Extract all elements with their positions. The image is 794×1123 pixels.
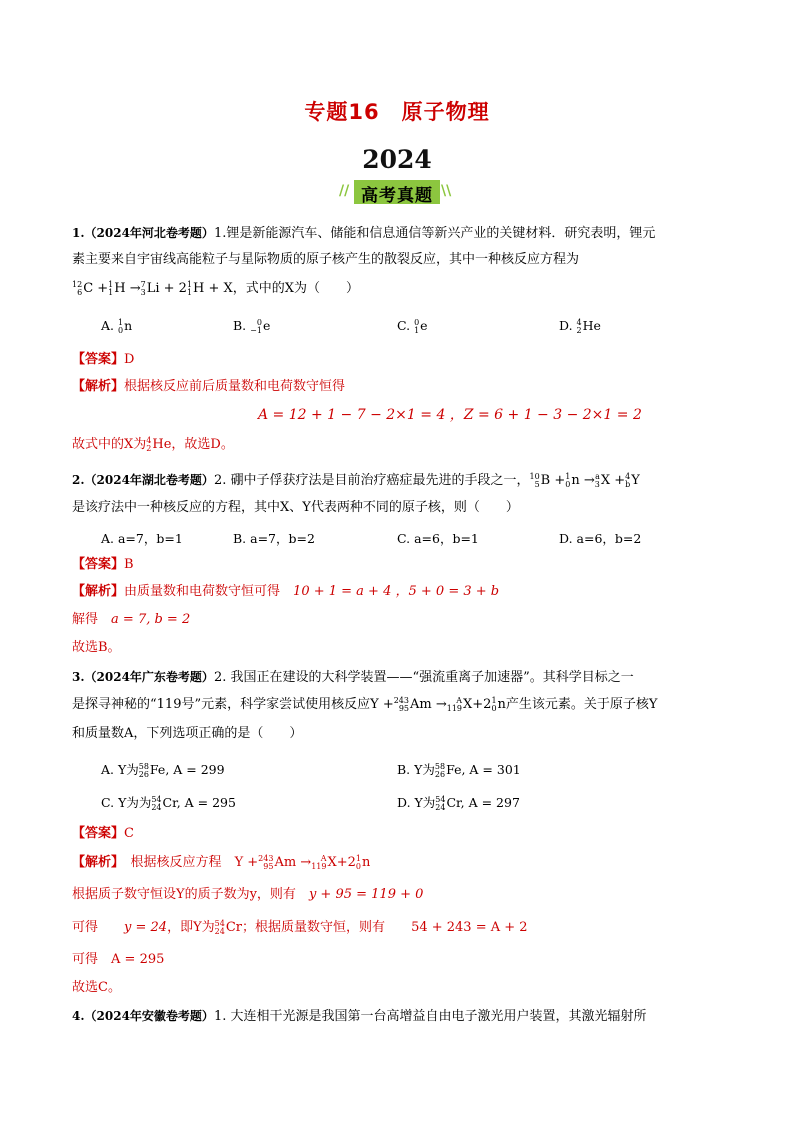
q1-equation-line bbox=[72, 280, 732, 298]
q1-option-d[interactable]: D. 4 2 He bbox=[559, 317, 601, 335]
q3-conclusion: 故选C。 bbox=[72, 980, 121, 995]
q3-line1: 3.（2024年广东卷考题）2. 我国正在建设的大科学装置——“强流重离子加速器”。其科学目标之一 bbox=[72, 670, 634, 685]
q1-reaction: 12 6 C + 1 1 H → 7 3 Li + 2 1 1 H + X bbox=[72, 279, 233, 297]
q1-analysis: 【解析】根据核反应前后质量数和电荷数守恒得 bbox=[72, 379, 346, 394]
q1-line2: 素主要来自宇宙线高能粒子与星际物质的原子核产生的散裂反应，其中一种核反应方程为 bbox=[72, 252, 580, 267]
q3-analysis: 【解析】 根据核反应方程 Y + 243 95 Am → A 119 X+2 1 0 n bbox=[72, 853, 371, 871]
q3-option-d[interactable]: D. Y为 54 24 Cr, A = 297 bbox=[397, 794, 520, 812]
section-banner bbox=[337, 180, 457, 204]
q2-option-c[interactable]: C. a=6，b=1 bbox=[397, 531, 479, 546]
q1-eq-tail: ，式中的X为（ ） bbox=[232, 281, 360, 296]
q3-option-a[interactable]: A. Y为 58 26 Fe, A = 299 bbox=[101, 761, 225, 779]
q2-analysis: 【解析】由质量数和电荷数守恒可得 10 + 1 = a + 4 ，5 + 0 = 3 + b bbox=[72, 584, 500, 599]
q1-text1: 1.锂是新能源汽车、储能和信息通信等新兴产业的关键材料．研究表明，锂元 bbox=[213, 226, 656, 241]
q3-answer: 【答案】C bbox=[72, 826, 134, 841]
banner-slash-right-icon: \\ bbox=[441, 183, 452, 199]
q3-line2: 是探寻神秘的“119号”元素，科学家尝试使用核反应Y + 243 95 Am → A 119 X+2 1 0 n产生该元素。关于原子核Y bbox=[72, 695, 658, 713]
q3-step1: 根据质子数守恒设Y的质子数为y，则有 y + 95 = 119 + 0 bbox=[72, 887, 424, 902]
q2-reaction: 10 5 B + 1 0 n → a 3 X + 4 b Y bbox=[529, 471, 640, 489]
q2-line1: 2.（2024年湖北卷考题）2. 硼中子俘获疗法是目前治疗癌症最先进的手段之一， 10 5 B + 1 0 n → a 3 X + 4 b Y bbox=[72, 471, 640, 489]
q3-option-c[interactable]: C. Y为为 54 24 Cr, A = 295 bbox=[101, 794, 236, 812]
year-heading: 2024 bbox=[362, 145, 432, 174]
q1-source: 1.（2024年河北卷考题） bbox=[72, 226, 214, 240]
q2-line2: 是该疗法中一种核反应的方程，其中X、Y代表两种不同的原子核，则（ ） bbox=[72, 500, 519, 515]
q2-option-a[interactable]: A. a=7，b=1 bbox=[101, 531, 183, 546]
q2-answer: 【答案】B bbox=[72, 557, 134, 572]
q2-solve: 解得 a = 7, b = 2 bbox=[72, 612, 191, 627]
q1-line1 bbox=[72, 224, 732, 243]
q1-option-a[interactable]: A. 1 0 n bbox=[101, 317, 133, 335]
banner-text: 高考真题 bbox=[361, 186, 433, 206]
q2-option-d[interactable]: D. a=6，b=2 bbox=[559, 531, 642, 546]
banner-slash-left-icon: // bbox=[339, 183, 350, 199]
page-title: 专题16 原子物理 bbox=[304, 100, 490, 124]
q1-calc: A = 12 + 1 − 7 − 2×1 = 4 ，Z = 6 + 1 − 3 − 2×1 = 2 bbox=[258, 407, 642, 423]
q3-option-b[interactable]: B. Y为 58 26 Fe, A = 301 bbox=[397, 761, 521, 779]
q2-option-b[interactable]: B. a=7，b=2 bbox=[233, 531, 315, 546]
q1-conclusion: 故式中的X为 4 2 He，故选D。 bbox=[72, 435, 234, 453]
q1-option-b[interactable]: B. 0 −1 e bbox=[233, 317, 271, 335]
q4-line1: 4.（2024年安徽卷考题）1. 大连相干光源是我国第一台高增益自由电子激光用户装置，其激光辐射所 bbox=[72, 1009, 647, 1024]
q3-step3: 可得 A = 295 bbox=[72, 952, 165, 967]
q3-line3: 和质量数A，下列选项正确的是（ ） bbox=[72, 726, 303, 741]
q2-conclusion: 故选B。 bbox=[72, 640, 121, 655]
q3-step2: 可得 y = 24，即Y为 54 24 Cr；根据质量数守恒，则有 54 + 243 = A + 2 bbox=[72, 918, 528, 936]
q1-option-c[interactable]: C. 0 1 e bbox=[397, 317, 428, 335]
q1-answer: 【答案】D bbox=[72, 352, 135, 367]
